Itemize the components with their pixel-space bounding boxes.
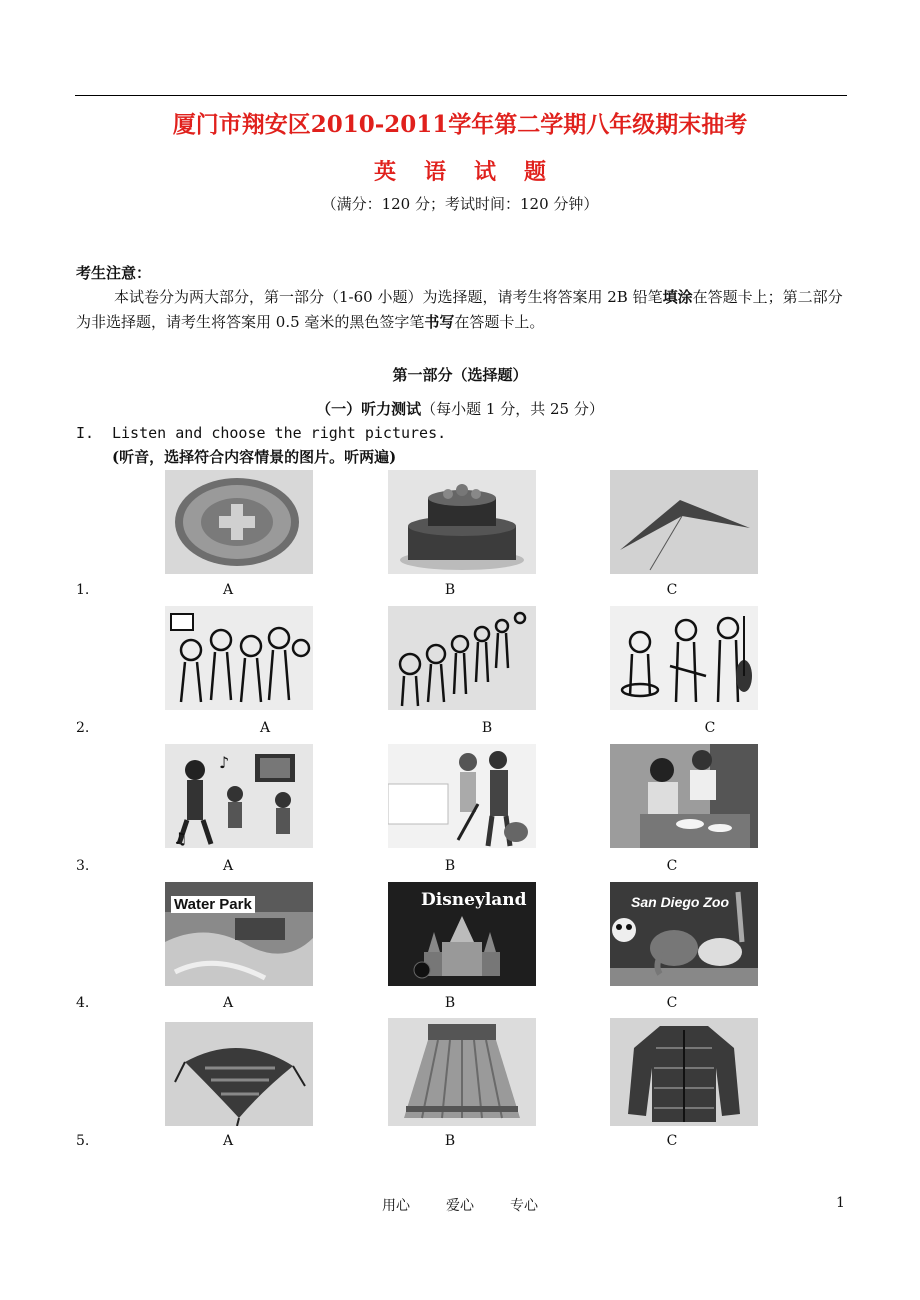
option-letter: A (259, 720, 271, 736)
scarf-icon (165, 1022, 313, 1126)
option-letter: C (666, 858, 678, 874)
notice-bold-1: 填涂 (662, 288, 693, 306)
question-number: 4. (76, 995, 90, 1011)
svg-text:♫: ♫ (173, 829, 188, 848)
option-letter: B (481, 720, 493, 736)
option-letter: B (444, 1133, 456, 1149)
option-letter: B (444, 582, 456, 598)
notice-label: 考生注意： (76, 264, 152, 282)
skirt-icon (388, 1018, 536, 1126)
queue-line-icon (388, 606, 536, 710)
question-number: 1. (76, 582, 90, 598)
question-number: 3. (76, 858, 90, 874)
option-letter: B (444, 858, 456, 874)
option-letter: C (666, 582, 678, 598)
section-instruction (76, 424, 446, 442)
vacuuming-icon (388, 744, 536, 848)
option-letter: A (222, 995, 234, 1011)
question-number: 5. (76, 1133, 90, 1149)
part-one-title: 第一部分（选择题） (392, 366, 528, 384)
listening-section-note: （每小题 1 分，共 25 分） (421, 400, 604, 418)
option-letter: B (444, 995, 456, 1011)
park-sign: Water Park (171, 896, 255, 913)
option-letter: A (222, 582, 234, 598)
notice-text-1: 本试卷分为两大部分，第一部分（1-60 小题）为选择题，请考生将答案用 2B 铅笔 (114, 288, 663, 306)
exam-title: 厦门市翔安区2010-2011学年第二学期八年级期末抽考 (172, 111, 748, 138)
band-icon (610, 606, 758, 710)
footer-motto-1: 用心 (382, 1198, 410, 1214)
footer-motto-2: 爱心 (446, 1198, 474, 1214)
option-letter: C (704, 720, 716, 736)
disneyland-icon (388, 882, 536, 986)
dancing-family-icon (165, 744, 313, 848)
coin-icon (165, 470, 313, 574)
option-letter: C (666, 1133, 678, 1149)
cake-icon (388, 470, 536, 574)
zoo-sign: San Diego Zoo (631, 894, 729, 910)
listening-section-bold: （一）听力测试 (316, 400, 422, 418)
section-instruction-en: Listen and choose the right pictures. (112, 424, 447, 442)
queue-crowd-icon (165, 606, 313, 710)
option-letter: A (222, 858, 234, 874)
notice-text (76, 285, 848, 335)
listening-section-title (0, 398, 920, 419)
notice-bold-2: 书写 (424, 313, 455, 331)
option-letter: C (666, 995, 678, 1011)
washing-dishes-icon (610, 744, 758, 848)
exam-info: （满分：120 分；考试时间：120 分钟） (321, 195, 599, 213)
section-instruction-cn: (听音，选择符合内容情景的图片。听两遍) (112, 448, 397, 466)
zoo-icon (610, 882, 758, 986)
page-number: 1 (836, 1195, 845, 1211)
disneyland-logo: Disneyland (421, 890, 527, 910)
footer-motto-3: 专心 (510, 1198, 538, 1214)
svg-text:♪: ♪ (219, 753, 230, 772)
section-number: I. (76, 424, 95, 442)
exam-subject: 英语试题 (373, 159, 574, 185)
water-park-icon (165, 882, 313, 986)
option-letter: A (222, 1133, 234, 1149)
top-rule (75, 95, 847, 96)
notice-text-3: 在答题卡上。 (454, 313, 545, 331)
question-number: 2. (76, 720, 90, 736)
jacket-icon (610, 1018, 758, 1126)
footer-motto (0, 1195, 920, 1215)
notice-text-2: 在答题卡上；第二部分为非选择题，请考生将答案用 0.5 毫米的黑色签字笔 (76, 288, 843, 331)
kite-icon (610, 470, 758, 574)
